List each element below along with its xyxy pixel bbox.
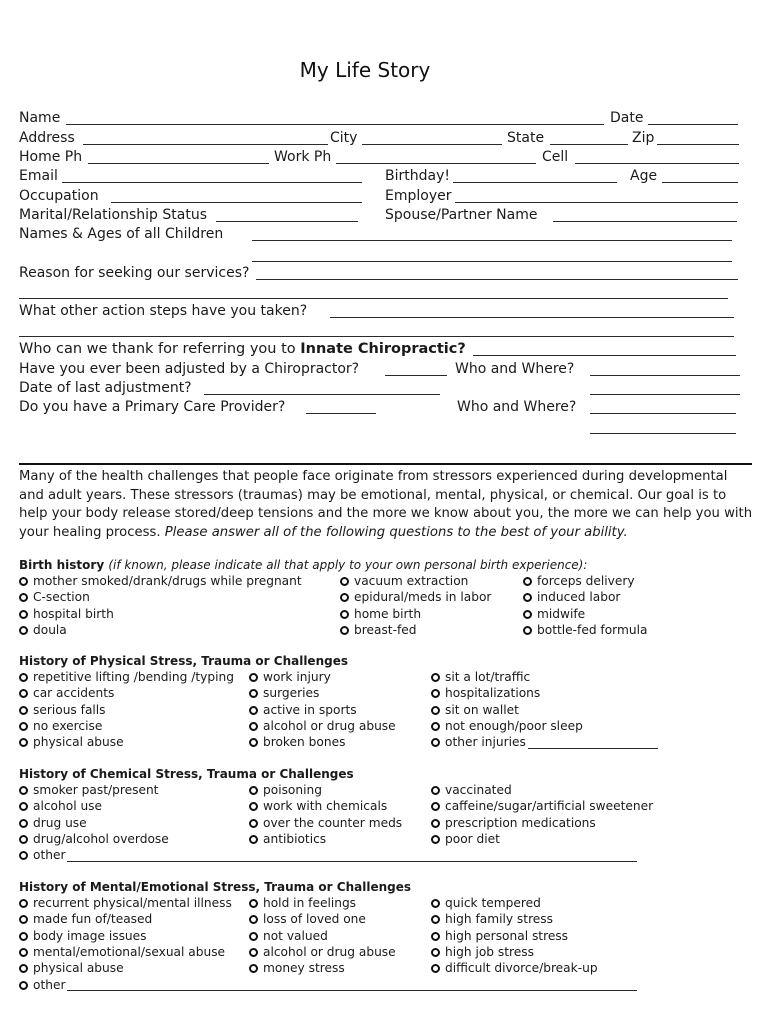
primary-care-field[interactable] <box>306 413 376 414</box>
option-label: induced labor <box>537 590 621 605</box>
option-other[interactable] <box>19 978 637 993</box>
checkbox-circle-icon[interactable] <box>19 738 28 747</box>
checkbox-circle-icon[interactable] <box>249 915 258 924</box>
option-car-accidents[interactable] <box>19 686 114 701</box>
option-alcohol-use[interactable] <box>19 799 102 814</box>
option-induced-labor[interactable] <box>523 590 620 605</box>
chemical-heading: History of Chemical Stress, Trauma or Challenges <box>19 767 354 781</box>
checkbox-circle-icon[interactable] <box>249 689 258 698</box>
option-label: alcohol or drug abuse <box>263 718 396 733</box>
section-divider <box>19 463 752 465</box>
address-field[interactable] <box>83 144 328 145</box>
option-hospitalizations[interactable] <box>431 686 540 701</box>
option-active-in-sports[interactable] <box>249 703 357 718</box>
intro-paragraph: Many of the health challenges that people face originate from stressors experienced during developmental and adult years. These stressors (traumas) may be emotional, mental, physical, or chemical. Our goal is to help your body release stored/deep tensions and the more we know about you, the more we can help you with your healing process. Please answer all of the following questions to the best of your ability. <box>19 469 753 540</box>
option-label: high job stress <box>445 944 534 959</box>
reason-field[interactable] <box>256 279 738 280</box>
city-label: City <box>330 130 358 146</box>
option-label: antibiotics <box>263 831 327 846</box>
option-label: breast-fed <box>354 622 417 637</box>
option-not-enough-poor-sleep[interactable] <box>431 719 583 734</box>
option-label: work injury <box>263 670 331 684</box>
option-label: bottle-fed formula <box>537 622 648 637</box>
option-alcohol-or-drug-abuse[interactable] <box>249 719 396 734</box>
option-label: alcohol use <box>33 799 103 814</box>
work-phone-field[interactable] <box>336 163 536 164</box>
checkbox-circle-icon[interactable] <box>19 610 28 619</box>
option-label: poisoning <box>263 783 322 797</box>
checkbox-circle-icon[interactable] <box>19 948 28 957</box>
option-sit-on-wallet[interactable] <box>431 703 519 718</box>
option-label: surgeries <box>263 686 320 701</box>
option-label: mother smoked/drank/drugs while pregnant <box>33 574 302 588</box>
spouse-label: Spouse/Partner Name <box>385 207 538 223</box>
option-bottle-fed-formula[interactable] <box>523 623 647 638</box>
option-over-the-counter-meds[interactable] <box>249 816 402 831</box>
option-broken-bones[interactable] <box>249 735 345 750</box>
option-label: alcohol or drug abuse <box>263 944 396 959</box>
checkbox-circle-icon[interactable] <box>523 577 532 586</box>
option-label: physical abuse <box>33 735 124 750</box>
date-label: Date <box>610 110 644 126</box>
option-forceps-delivery[interactable] <box>523 574 635 589</box>
name-field[interactable] <box>66 124 604 125</box>
other-write-in-field[interactable] <box>67 850 637 862</box>
page-title: My Life Story <box>299 58 431 82</box>
reason-field-2[interactable] <box>19 298 728 299</box>
zip-label: Zip <box>632 130 655 146</box>
checkbox-circle-icon[interactable] <box>19 835 28 844</box>
option-label: active in sports <box>263 702 357 717</box>
option-surgeries[interactable] <box>249 686 319 701</box>
option-label: work with chemicals <box>263 799 388 814</box>
checkbox-circle-icon[interactable] <box>249 786 258 795</box>
checkbox-circle-icon[interactable] <box>340 593 349 602</box>
checkbox-circle-icon[interactable] <box>249 932 258 941</box>
reason-label: Reason for seeking our services? <box>19 265 250 281</box>
option-label: money stress <box>263 961 345 976</box>
checkbox-circle-icon[interactable] <box>431 706 440 715</box>
checkbox-circle-icon[interactable] <box>19 819 28 828</box>
option-quick-tempered[interactable] <box>431 896 541 911</box>
option-label: doula <box>33 622 67 637</box>
checkbox-circle-icon[interactable] <box>19 899 28 908</box>
option-drug-alcohol-overdose[interactable] <box>19 832 169 847</box>
checkbox-circle-icon[interactable] <box>523 626 532 635</box>
option-label: caffeine/sugar/artificial sweetener <box>445 799 654 814</box>
option-label: C-section <box>33 590 90 605</box>
who-where-label-1: Who and Where? <box>455 361 575 377</box>
option-label: high personal stress <box>445 928 569 943</box>
option-high-personal-stress[interactable] <box>431 929 568 944</box>
last-adjustment-label: Date of last adjustment? <box>19 380 192 396</box>
option-high-family-stress[interactable] <box>431 912 553 927</box>
age-label: Age <box>630 168 658 184</box>
children-field[interactable] <box>252 240 732 241</box>
checkbox-circle-icon[interactable] <box>523 593 532 602</box>
checkbox-circle-icon[interactable] <box>431 964 440 973</box>
option-label: other <box>33 977 66 992</box>
option-physical-abuse[interactable] <box>19 735 124 750</box>
option-not-valued[interactable] <box>249 929 328 944</box>
option-prescription-medications[interactable] <box>431 816 596 831</box>
option-serious-falls[interactable] <box>19 703 106 718</box>
marital-status-field[interactable] <box>216 221 358 222</box>
home-phone-label: Home Ph <box>19 149 83 165</box>
option-mental-emotional-sexual-abuse[interactable] <box>19 945 225 960</box>
option-difficult-divorce-break-up[interactable] <box>431 961 598 976</box>
cell-field[interactable] <box>575 163 739 164</box>
option-label: difficult divorce/break-up <box>445 961 598 976</box>
children-label: Names & Ages of all Children <box>19 226 224 242</box>
checkbox-circle-icon[interactable] <box>249 673 258 682</box>
cell-label: Cell <box>542 149 569 165</box>
option-repetitive-lifting-bending-typing[interactable] <box>19 670 234 685</box>
option-label: hold in feelings <box>263 896 357 910</box>
checkbox-circle-icon[interactable] <box>19 626 28 635</box>
checkbox-circle-icon[interactable] <box>19 593 28 602</box>
option-label: made fun of/teased <box>33 912 153 927</box>
checkbox-circle-icon[interactable] <box>431 689 440 698</box>
city-field[interactable] <box>362 144 502 145</box>
option-body-image-issues[interactable] <box>19 929 147 944</box>
referral-label: Who can we thank for referring you to Innate Chiropractic? <box>19 341 466 357</box>
who-where-field-2b[interactable] <box>590 433 736 434</box>
checkbox-circle-icon[interactable] <box>431 915 440 924</box>
marital-status-label: Marital/Relationship Status <box>19 207 207 223</box>
name-label: Name <box>19 110 61 126</box>
option-midwife[interactable] <box>523 607 585 622</box>
checkbox-circle-icon[interactable] <box>340 626 349 635</box>
employer-label: Employer <box>385 188 452 204</box>
checkbox-circle-icon[interactable] <box>19 932 28 941</box>
option-hold-in-feelings[interactable] <box>249 896 356 911</box>
checkbox-circle-icon[interactable] <box>19 577 28 586</box>
checkbox-circle-icon[interactable] <box>19 802 28 811</box>
checkbox-circle-icon[interactable] <box>340 610 349 619</box>
zip-field[interactable] <box>657 144 739 145</box>
option-label: recurrent physical/mental illness <box>33 896 232 910</box>
checkbox-circle-icon[interactable] <box>431 819 440 828</box>
option-label: not enough/poor sleep <box>445 718 583 733</box>
option-label: other injuries <box>445 735 526 750</box>
checkbox-circle-icon[interactable] <box>19 851 28 860</box>
option-label: repetitive lifting /bending /typing <box>33 670 234 684</box>
option-poisoning[interactable] <box>249 783 322 798</box>
date-field[interactable] <box>648 124 738 125</box>
children-field-2[interactable] <box>252 261 732 262</box>
last-adjustment-field[interactable] <box>204 394 440 395</box>
option-label: high family stress <box>445 912 554 927</box>
checkbox-circle-icon[interactable] <box>249 964 258 973</box>
option-label: quick tempered <box>445 896 541 910</box>
option-label: hospital birth <box>33 606 114 621</box>
option-label: sit on wallet <box>445 702 519 717</box>
occupation-field[interactable] <box>111 202 362 203</box>
email-label: Email <box>19 168 58 184</box>
checkbox-circle-icon[interactable] <box>249 738 258 747</box>
primary-care-label: Do you have a Primary Care Provider? <box>19 399 286 415</box>
checkbox-circle-icon[interactable] <box>431 673 440 682</box>
option-label: poor diet <box>445 831 500 846</box>
option-recurrent-physical-mental-illness[interactable] <box>19 896 232 911</box>
option-label: body image issues <box>33 928 147 943</box>
option-epidural-meds-in-labor[interactable] <box>340 590 491 605</box>
checkbox-circle-icon[interactable] <box>431 899 440 908</box>
checkbox-circle-icon[interactable] <box>19 722 28 731</box>
checkbox-circle-icon[interactable] <box>340 577 349 586</box>
option-sit-a-lot-traffic[interactable] <box>431 670 530 685</box>
checkbox-circle-icon[interactable] <box>249 722 258 731</box>
birthday-label: Birthday! <box>385 168 450 184</box>
spouse-field[interactable] <box>553 221 737 222</box>
checkbox-circle-icon[interactable] <box>523 610 532 619</box>
option-label: hospitalizations <box>445 686 541 701</box>
option-breast-fed[interactable] <box>340 623 417 638</box>
option-mother-smoked-drank-drugs-while-pregnant[interactable] <box>19 574 302 589</box>
option-label: sit a lot/traffic <box>445 670 531 684</box>
action-steps-field[interactable] <box>330 317 734 318</box>
checkbox-circle-icon[interactable] <box>431 738 440 747</box>
adjusted-field[interactable] <box>385 375 447 376</box>
mental-heading: History of Mental/Emotional Stress, Trauma or Challenges <box>19 880 411 894</box>
option-label: mental/emotional/sexual abuse <box>33 944 226 959</box>
option-high-job-stress[interactable] <box>431 945 534 960</box>
checkbox-circle-icon[interactable] <box>249 802 258 811</box>
checkbox-circle-icon[interactable] <box>431 722 440 731</box>
option-work-injury[interactable] <box>249 670 331 685</box>
other-write-in-field[interactable] <box>67 979 637 991</box>
intro-instruction: Please answer all of the following questions to the best of your ability. <box>164 524 628 540</box>
option-label: vacuum extraction <box>354 574 469 588</box>
option-label: home birth <box>354 606 422 621</box>
option-label: car accidents <box>33 686 115 701</box>
option-hospital-birth[interactable] <box>19 607 114 622</box>
option-money-stress[interactable] <box>249 961 345 976</box>
option-label: loss of loved one <box>263 912 366 927</box>
option-label: physical abuse <box>33 961 124 976</box>
option-label: drug/alcohol overdose <box>33 831 169 846</box>
option-other-injuries[interactable] <box>431 735 658 750</box>
option-physical-abuse[interactable] <box>19 961 124 976</box>
option-label: smoker past/present <box>33 783 159 797</box>
checkbox-circle-icon[interactable] <box>19 689 28 698</box>
state-label: State <box>507 130 545 146</box>
option-label: other <box>33 848 66 863</box>
option-label: epidural/meds in labor <box>354 590 492 605</box>
option-home-birth[interactable] <box>340 607 421 622</box>
option-antibiotics[interactable] <box>249 832 326 847</box>
who-where-label-2: Who and Where? <box>457 399 577 415</box>
option-poor-diet[interactable] <box>431 832 500 847</box>
option-label: forceps delivery <box>537 574 635 588</box>
address-label: Address <box>19 130 75 146</box>
birthday-field[interactable] <box>453 182 617 183</box>
option-alcohol-or-drug-abuse[interactable] <box>249 945 396 960</box>
option-smoker-past-present[interactable] <box>19 783 158 798</box>
other-write-in-field[interactable] <box>528 737 658 749</box>
checkbox-circle-icon[interactable] <box>249 835 258 844</box>
checkbox-circle-icon[interactable] <box>19 673 28 682</box>
who-where-field-2[interactable] <box>590 413 736 414</box>
home-phone-field[interactable] <box>88 163 269 164</box>
option-label: over the counter meds <box>263 815 403 830</box>
checkbox-circle-icon[interactable] <box>431 786 440 795</box>
option-label: serious falls <box>33 702 106 717</box>
who-where-field-1b[interactable] <box>590 394 740 395</box>
work-phone-label: Work Ph <box>274 149 332 165</box>
option-label: not valued <box>263 928 328 943</box>
option-vacuum-extraction[interactable] <box>340 574 468 589</box>
option-vaccinated[interactable] <box>431 783 512 798</box>
option-doula[interactable] <box>19 623 67 638</box>
option-drug-use[interactable] <box>19 816 87 831</box>
checkbox-circle-icon[interactable] <box>431 948 440 957</box>
option-label: midwife <box>537 606 586 621</box>
option-label: broken bones <box>263 735 346 750</box>
checkbox-circle-icon[interactable] <box>19 981 28 990</box>
adjusted-label: Have you ever been adjusted by a Chiropractor? <box>19 361 360 377</box>
email-field[interactable] <box>62 182 362 183</box>
age-field[interactable] <box>662 182 738 183</box>
checkbox-circle-icon[interactable] <box>249 948 258 957</box>
option-c-section[interactable] <box>19 590 90 605</box>
employer-field[interactable] <box>455 202 738 203</box>
referral-field[interactable] <box>473 355 736 356</box>
option-work-with-chemicals[interactable] <box>249 799 387 814</box>
physical-heading: History of Physical Stress, Trauma or Challenges <box>19 654 348 668</box>
checkbox-circle-icon[interactable] <box>19 706 28 715</box>
birth-history-heading: Birth history (if known, please indicate all that apply to your own personal birth experience): <box>19 558 588 572</box>
checkbox-circle-icon[interactable] <box>431 802 440 811</box>
option-no-exercise[interactable] <box>19 719 102 734</box>
option-label: vaccinated <box>445 783 512 797</box>
checkbox-circle-icon[interactable] <box>249 706 258 715</box>
option-label: drug use <box>33 815 87 830</box>
option-other[interactable] <box>19 848 637 863</box>
checkbox-circle-icon[interactable] <box>249 819 258 828</box>
option-made-fun-of-teased[interactable] <box>19 912 152 927</box>
action-steps-label: What other action steps have you taken? <box>19 303 308 319</box>
option-label: prescription medications <box>445 815 596 830</box>
checkbox-circle-icon[interactable] <box>19 964 28 973</box>
checkbox-circle-icon[interactable] <box>19 786 28 795</box>
occupation-label: Occupation <box>19 188 99 204</box>
option-loss-of-loved-one[interactable] <box>249 912 366 927</box>
checkbox-circle-icon[interactable] <box>431 835 440 844</box>
checkbox-circle-icon[interactable] <box>249 899 258 908</box>
state-field[interactable] <box>550 144 628 145</box>
checkbox-circle-icon[interactable] <box>431 932 440 941</box>
option-caffeine-sugar-artificial-sweetener[interactable] <box>431 799 653 814</box>
who-where-field-1[interactable] <box>590 375 740 376</box>
clinic-name: Innate Chiropractic? <box>300 341 466 357</box>
option-label: no exercise <box>33 718 103 733</box>
checkbox-circle-icon[interactable] <box>19 915 28 924</box>
action-steps-field-2[interactable] <box>19 336 734 337</box>
